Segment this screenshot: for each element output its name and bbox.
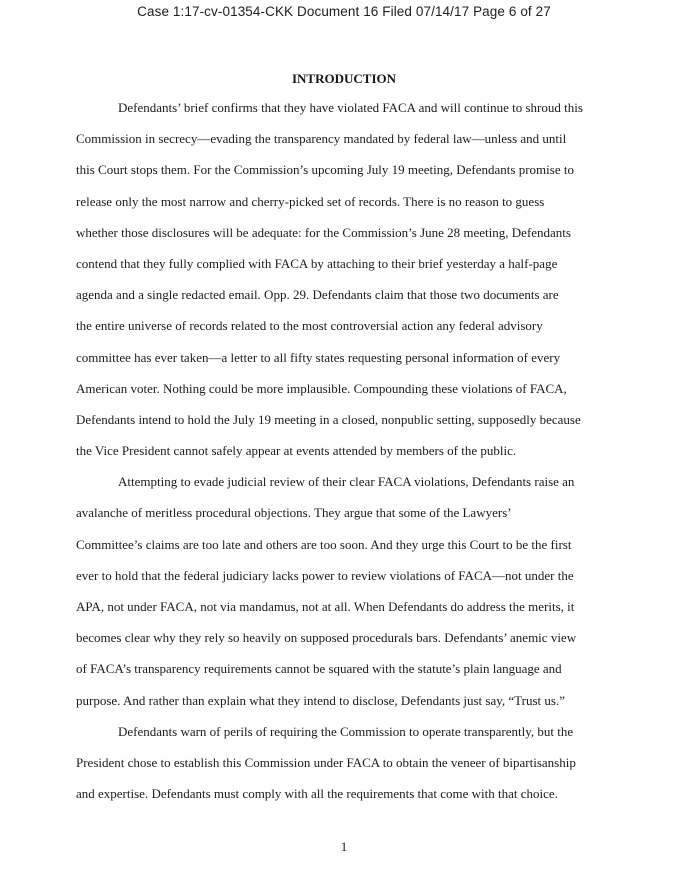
paragraph-2-line-5: APA, not under FACA, not via mandamus, not at all. When Defendants do address the merits, it <box>76 599 575 614</box>
paragraph-2-line-4: ever to hold that the federal judiciary lacks power to review violations of FACA—not under the <box>76 567 574 583</box>
paragraph-2-line-2: avalanche of meritless procedural objections. They argue that some of the Lawyers’ <box>76 505 512 521</box>
paragraph-1-line-1: Defendants’ brief confirms that they have violated FACA and will continue to shroud this <box>118 100 583 115</box>
paragraph-1-line-10: American voter. Nothing could be more implausible. Compounding these violations of FACA, <box>76 380 567 396</box>
section-title: INTRODUCTION <box>291 71 396 86</box>
paragraph-3-line-3: and expertise. Defendants must comply with all the requirements that come with that choice. <box>76 786 558 802</box>
paragraph-1-line-6: contend that they fully complied with FACA by attaching to their brief yesterday a half-page <box>76 255 558 271</box>
paragraph-1-line-7: agenda and a single redacted email. Opp. 29. Defendants claim that those two documents are <box>76 287 559 303</box>
case-header: Case 1:17-cv-01354-CKK Document 16 Filed 07/14/17 Page 6 of 27 <box>137 4 551 19</box>
paragraph-2-line-3: Committee’s claims are too late and others are too soon. And they urge this Court to be the first <box>76 536 572 552</box>
paragraph-1-line-9: committee has ever taken—a letter to all fifty states requesting personal information of every <box>76 349 561 365</box>
page-number: 1 <box>340 839 348 854</box>
document-body <box>76 96 610 813</box>
paragraph-1-line-5: whether those disclosures will be adequate: for the Commission’s June 28 meeting, Defendants <box>76 224 571 240</box>
paragraph-1-line-2: Commission in secrecy—evading the transparency mandated by federal law—unless and until <box>76 131 567 147</box>
paragraph-3-line-1: Defendants warn of perils of requiring the Commission to operate transparently, but the <box>118 723 574 739</box>
paragraph-1-line-3: this Court stops them. For the Commission’s upcoming July 19 meeting, Defendants promise to <box>76 162 574 178</box>
paragraph-2-line-7: of FACA’s transparency requirements cannot be squared with the statute’s plain language and <box>76 661 562 677</box>
paragraph-3-line-2: President chose to establish this Commission under FACA to obtain the veneer of bipartisanship <box>76 754 576 770</box>
paragraph-1-line-4: release only the most narrow and cherry-picked set of records. There is no reason to guess <box>76 193 545 209</box>
paragraph-1-line-12: the Vice President cannot safely appear at events attended by members of the public. <box>76 443 517 459</box>
paragraph-2-line-8: purpose. And rather than explain what they intend to disclose, Defendants just say, “Trust us.” <box>76 692 565 708</box>
paragraph-1-line-11: Defendants intend to hold the July 19 meeting in a closed, nonpublic setting, supposedly because <box>76 411 581 427</box>
paragraph-2-line-1: Attempting to evade judicial review of their clear FACA violations, Defendants raise an <box>118 474 575 490</box>
paragraph-2-line-6: becomes clear why they rely so heavily on supposed procedurals bars. Defendants’ anemic view <box>76 630 577 646</box>
paragraph-1-line-8: the entire universe of records related to the most controversial action any federal advisory <box>76 318 543 334</box>
